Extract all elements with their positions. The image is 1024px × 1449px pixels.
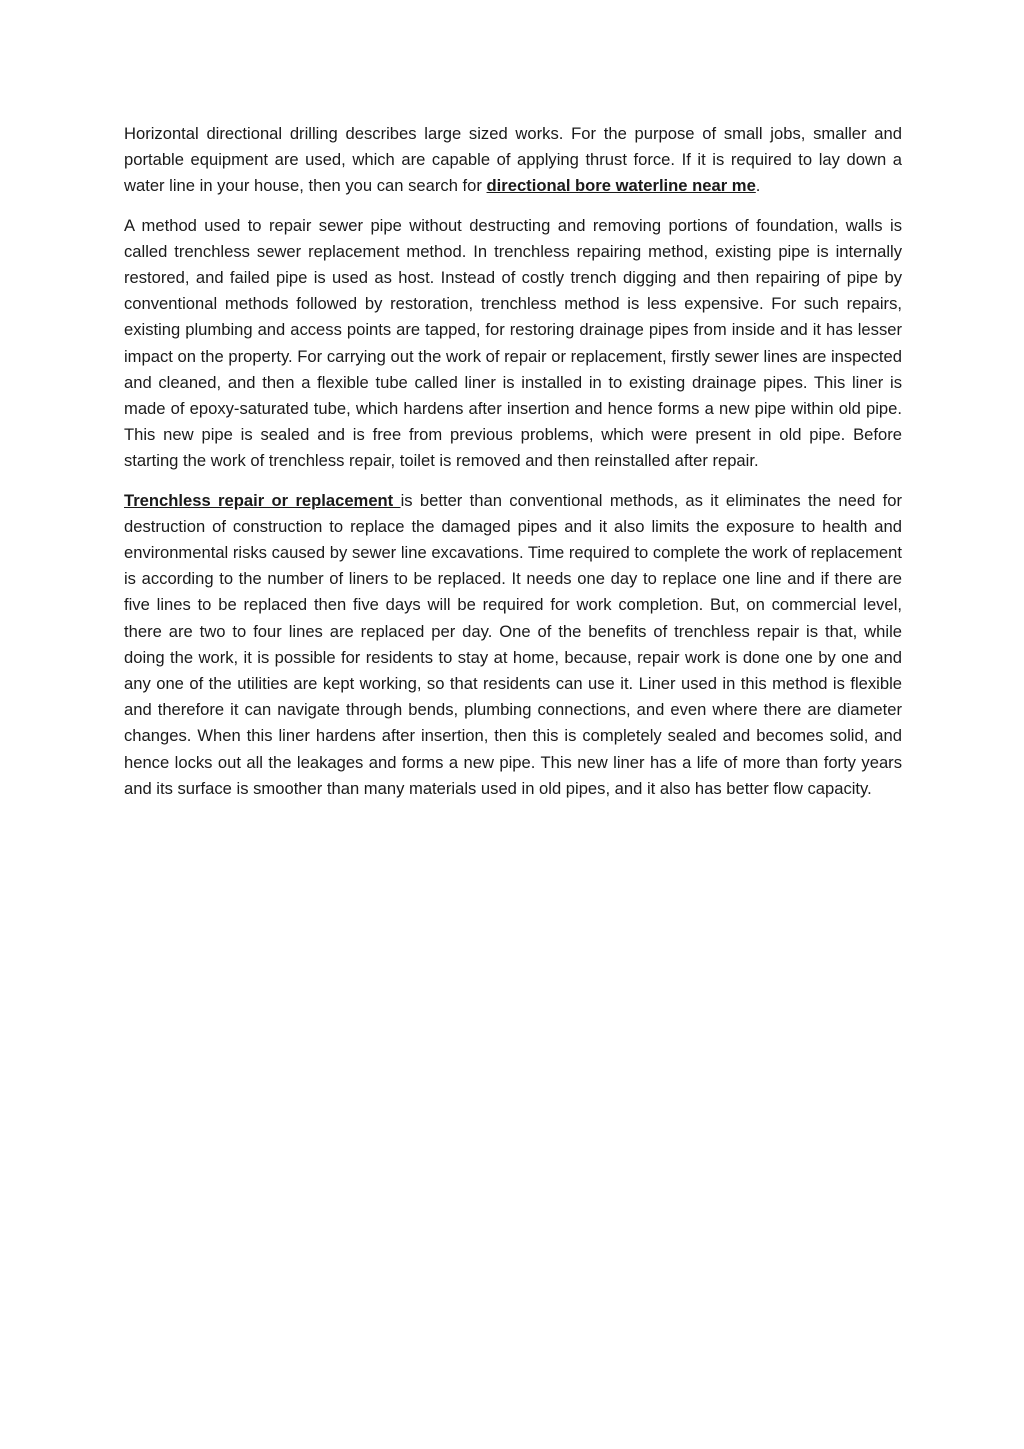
directional-bore-waterline-link[interactable]: directional bore waterline near me [486, 176, 756, 196]
paragraph-text: Horizontal directional drilling describes large sized works. For the purpose of small jobs, smaller and portable equipment are used, which are capable of applying thrust force. If it is required to lay down a water line in your house, then you can search for [124, 124, 902, 196]
paragraph-directional-drilling [124, 121, 902, 200]
paragraph-text: . [755, 176, 761, 196]
paragraph-text: A method used to repair sewer pipe without destructing and removing portions of foundation, walls is called trenchless sewer replacement method. In trenchless repairing method, existing pipe is internally restored, and failed pipe is used as host. Instead of costly trench digging and then repairing of pipe by conventional methods followed by restoration, trenchless method is less expensive. For such repairs, existing plumbing and access points are tapped, for restoring drainage pipes from inside and it has lesser impact on the property. For carrying out the work of repair or replacement, firstly sewer lines are inspected and cleaned, and then a flexible tube called liner is installed in to existing drainage pipes. This liner is made of epoxy-saturated tube, which hardens after insertion and hence forms a new pipe within old pipe. This new pipe is sealed and is free from previous problems, which were present in old pipe. Before starting the work of trenchless repair, toilet is removed and then reinstalled after repair. [124, 215, 902, 471]
paragraph-trenchless-benefits [124, 488, 902, 802]
trenchless-repair-link[interactable]: Trenchless repair or replacement [124, 490, 401, 510]
paragraph-text: is better than conventional methods, as it eliminates the need for destruction of construction to replace the damaged pipes and it also limits the exposure to health and environmental risks caused by sewer line excavations. Time required to complete the work of replacement is according to the number of liners to be replaced. It needs one day to replace one line and if there are five lines to be replaced then five days will be required for work completion. But, on commercial level, there are two to four lines are replaced per day. One of the benefits of trenchless repair is that, while doing the work, it is possible for residents to stay at home, because, repair work is done one by one and any one of the utilities are kept working, so that residents can use it. Liner used in this method is flexible and therefore it can navigate through bends, plumbing connections, and even where there are diameter changes. When this liner hardens after insertion, then this is completely sealed and becomes solid, and hence locks out all the leakages and forms a new pipe. This new liner has a life of more than forty years and its surface is smoother than many materials used in old pipes, and it also has better flow capacity. [124, 490, 903, 798]
document-page [124, 121, 902, 815]
paragraph-trenchless-method [124, 213, 902, 475]
